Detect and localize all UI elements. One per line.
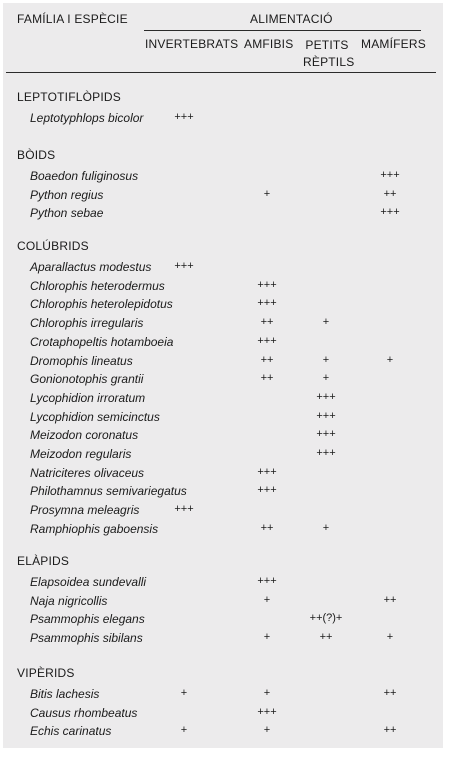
family-species-header: FAMÍLIA I ESPÈCIE (17, 12, 128, 26)
column-header-reptils: RÈPTILS (303, 55, 355, 69)
diet-cell-reptils: + (322, 353, 330, 366)
species-name: Elapsoidea sundevalli (30, 575, 147, 589)
species-name: Psammophis elegans (30, 612, 145, 627)
species-row (3, 335, 443, 353)
family-heading: VIPÈRIDS (17, 666, 75, 680)
species-row (3, 466, 443, 484)
species-name: Meizodon regularis (30, 447, 132, 461)
species-name: Python regius (30, 187, 104, 202)
species-row (3, 111, 443, 129)
diet-cell-mamifers: + (386, 353, 394, 366)
species-name: Gonionotophis grantii (30, 372, 144, 387)
column-header-petits: PETITS (305, 38, 349, 52)
diet-cell-reptils: + (322, 372, 330, 385)
species-row (3, 687, 443, 705)
species-name: Natriciteres olivaceus (30, 465, 145, 480)
species-name: Leptotyphlops bicolor (30, 111, 144, 125)
diet-cell-amfibis: +++ (257, 705, 277, 718)
diet-cell-reptils: + (322, 316, 330, 329)
diet-cell-reptils: +++ (316, 409, 336, 422)
species-row (3, 297, 443, 315)
species-name: Lycophidion irroratum (30, 390, 146, 405)
species-row (3, 594, 443, 612)
species-row (3, 372, 443, 390)
diet-cell-amfibis: +++ (257, 575, 277, 587)
species-row (3, 206, 443, 224)
header-bottom-rule (6, 72, 436, 73)
species-name: Chlorophis heterodermus (30, 278, 165, 293)
diet-cell-amfibis: ++ (260, 316, 274, 329)
species-name: Boaedon fuliginosus (30, 169, 139, 183)
diet-cell-amfibis: +++ (257, 465, 277, 478)
species-row (3, 188, 443, 206)
species-row (3, 631, 443, 649)
family-heading: LEPTOTIFLÒPIDS (17, 90, 121, 104)
species-row (3, 612, 443, 630)
diet-cell-amfibis: +++ (257, 278, 277, 291)
diet-cell-invertebrats: + (180, 724, 188, 737)
species-name: Psammophis sibilans (30, 631, 143, 646)
group-header-rule (144, 30, 421, 31)
diet-cell-mamifers: +++ (380, 169, 400, 181)
diet-cell-amfibis: + (263, 593, 271, 606)
species-name: Prosymna meleagris (30, 503, 140, 518)
species-row (3, 575, 443, 593)
species-name: Causus rhombeatus (30, 705, 138, 720)
diet-cell-amfibis: +++ (257, 334, 277, 347)
feeding-group-header: ALIMENTACIÓ (250, 12, 333, 26)
table-panel (3, 3, 443, 748)
species-name: Chlorophis heterolepidotus (30, 297, 173, 312)
species-row (3, 484, 443, 502)
species-name: Meizodon coronatus (30, 428, 139, 443)
species-name: Dromophis lineatus (30, 353, 133, 368)
diet-cell-invertebrats: +++ (174, 111, 194, 123)
family-heading: BÒIDS (17, 148, 56, 162)
family-heading: COLÚBRIDS (17, 239, 89, 253)
species-name: Bitis lachesis (30, 687, 100, 701)
diet-cell-invertebrats: +++ (174, 503, 194, 516)
species-name: Crotaphopeltis hotamboeia (30, 334, 174, 349)
diet-cell-mamifers: ++ (383, 187, 397, 200)
diet-cell-reptils: +++ (316, 428, 336, 441)
diet-cell-invertebrats: + (180, 687, 188, 699)
diet-cell-amfibis: + (263, 631, 271, 644)
species-name: Chlorophis irregularis (30, 316, 144, 331)
species-name: Naja nigricollis (30, 593, 108, 608)
species-row (3, 169, 443, 187)
diet-cell-mamifers: ++ (383, 593, 397, 606)
diet-cell-reptils: ++(?)+ (309, 612, 343, 625)
column-header-petits-reptils (303, 37, 355, 71)
column-header-amfibis: AMFIBIS (244, 37, 294, 51)
diet-cell-amfibis: + (263, 724, 271, 737)
diet-cell-amfibis: + (263, 187, 271, 200)
species-row (3, 410, 443, 428)
diet-cell-mamifers: ++ (383, 724, 397, 737)
species-name: Python sebae (30, 206, 104, 221)
species-name: Philothamnus semivariegatus (30, 484, 187, 499)
diet-cell-mamifers: ++ (383, 687, 397, 699)
diet-cell-amfibis: +++ (257, 484, 277, 497)
column-header-mamifers: MAMÍFERS (361, 37, 426, 51)
species-row (3, 522, 443, 540)
diet-cell-reptils: ++ (319, 631, 333, 644)
diet-cell-amfibis: +++ (257, 297, 277, 310)
species-row (3, 316, 443, 334)
diet-cell-reptils: +++ (316, 390, 336, 403)
species-row (3, 447, 443, 465)
species-row (3, 503, 443, 521)
species-row (3, 279, 443, 297)
diet-cell-amfibis: ++ (260, 521, 274, 534)
species-row (3, 706, 443, 724)
species-row (3, 354, 443, 372)
diet-cell-reptils: +++ (316, 447, 336, 459)
diet-cell-mamifers: + (386, 631, 394, 644)
species-name: Lycophidion semicinctus (30, 409, 160, 424)
species-name: Echis carinatus (30, 724, 112, 739)
species-row (3, 260, 443, 278)
species-row (3, 428, 443, 446)
family-heading: ELÀPIDS (17, 554, 70, 568)
species-name: Aparallactus modestus (30, 260, 152, 274)
diet-cell-amfibis: ++ (260, 372, 274, 385)
diet-cell-amfibis: ++ (260, 353, 274, 366)
diet-cell-reptils: + (322, 521, 330, 534)
diet-cell-amfibis: + (263, 687, 271, 699)
diet-cell-invertebrats: +++ (174, 260, 194, 272)
column-header-invertebrats: INVERTEBRATS (145, 37, 239, 51)
diet-cell-mamifers: +++ (380, 206, 400, 219)
species-name: Ramphiophis gaboensis (30, 521, 159, 536)
species-row (3, 391, 443, 409)
species-row (3, 724, 443, 742)
